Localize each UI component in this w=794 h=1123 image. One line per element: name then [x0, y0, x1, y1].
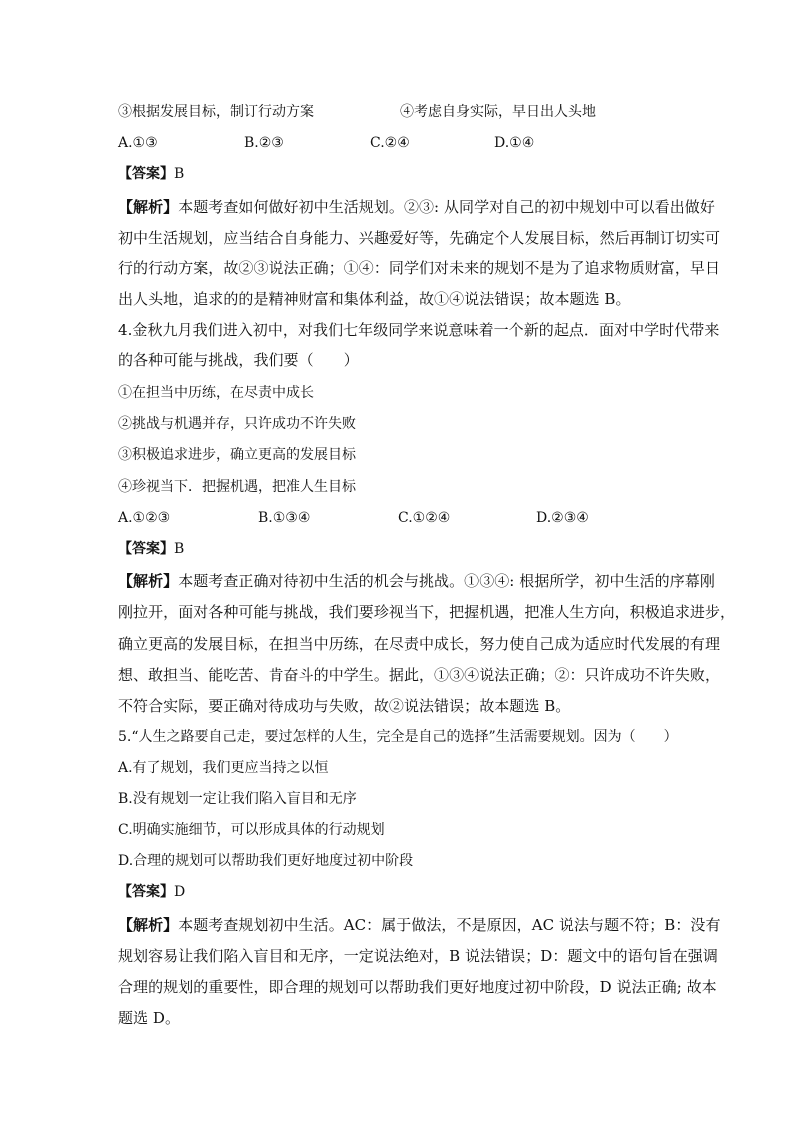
- q5-option-d: D.合理的规划可以帮助我们更好地度过初中阶段: [118, 853, 414, 869]
- q3-analysis-line-2: 初中生活规划，应当结合自身能力、兴趣爱好等，先确定个人发展目标，然后再制订切实可: [118, 229, 721, 247]
- q5-analysis-label: 【解析】: [118, 916, 179, 934]
- q4-analysis-line-5: 不符合实际，要正确对待成功与失败，故②说法错误；故本题选 B。: [118, 697, 571, 715]
- q4-option-b: B.①③④: [258, 510, 311, 526]
- q3-answer-label: 【答案】: [118, 166, 174, 182]
- q5-analysis-text-1: 本题考查规划初中生活。AC：属于做法，不是原因，AC 说法与题不符；B：没有: [178, 916, 721, 934]
- q5-stem: 5.“人生之路要自己走，要过怎样的人生，完全是自己的选择”生活需要规划。因为（ ）: [118, 729, 678, 745]
- q4-option-c: C.①②④: [398, 510, 451, 526]
- q5-analysis-line-2: 规划容易让我们陷入盲目和无序，一定说法绝对，B 说法错误；D：题文中的语句旨在强调: [118, 947, 718, 965]
- q3-option-a: A.①③: [118, 135, 158, 151]
- q4-analysis-line-2: 刚拉开，面对各种可能与挑战，我们要珍视当下，把握机遇，把准人生方向，积极追求进步，: [118, 603, 736, 621]
- q4-item-1: ①在担当中历练，在尽责中成长: [118, 385, 314, 401]
- q5-analysis-line-4: 题选 D。: [118, 1009, 181, 1027]
- q4-option-d: D.②③④: [536, 510, 589, 526]
- q4-answer-label: 【答案】: [118, 541, 174, 557]
- q5-option-c: C.明确实施细节，可以形成具体的行动规划: [118, 822, 385, 838]
- q3-analysis-text-1: 本题考查如何做好初中生活规划。②③: 从同学对自己的初中规划中可以看出做好: [178, 198, 715, 216]
- q4-stem-line-1: 4.金秋九月我们进入初中，对我们七年级同学来说意味着一个新的起点．面对中学时代带来: [118, 321, 720, 339]
- q3-item-3: ③根据发展目标，制订行动方案: [118, 104, 314, 120]
- q4-option-a: A.①②③: [118, 510, 171, 526]
- q3-analysis-line-4: 出人头地，追求的的是精神财富和集体利益，故①④说法错误；故本题选 B。: [118, 290, 631, 308]
- q5-option-b: B.没有规划一定让我们陷入盲目和无序: [118, 791, 357, 807]
- q4-analysis-text-1: 本题考查正确对待初中生活的机会与挑战。①③④: 根据所学，初中生活的序幕刚: [178, 572, 715, 590]
- q5-answer-label: 【答案】: [118, 884, 174, 900]
- q4-analysis-label: 【解析】: [118, 572, 179, 590]
- q3-analysis-line-1: [118, 196, 715, 218]
- q3-option-b: B.②③: [244, 135, 284, 151]
- q4-analysis-line-3: 确立更高的发展目标，在担当中历练，在尽责中成长，努力使自己成为适应时代发展的有理: [118, 635, 721, 653]
- q3-option-c: C.②④: [370, 135, 410, 151]
- q4-analysis-line-4: 想、敢担当、能吃苦、肯奋斗的中学生。据此，①③④说法正确；②：只许成功不许失败，: [118, 666, 721, 684]
- q4-item-3: ③积极追求进步，确立更高的发展目标: [118, 447, 356, 463]
- q3-analysis-line-3: 行的行动方案，故②③说法正确；①④：同学们对未来的规划不是为了追求物质财富，早日: [118, 259, 721, 277]
- q3-answer-value: B: [174, 166, 185, 182]
- q3-item-4: ④考虑自身实际，早日出人头地: [400, 104, 596, 120]
- q4-answer-value: B: [174, 541, 185, 557]
- q3-analysis-label: 【解析】: [118, 198, 179, 216]
- q4-analysis-line-1: [118, 570, 715, 592]
- q4-stem-line-2: 的各种可能与挑战，我们要（ ）: [118, 351, 359, 369]
- q5-analysis-line-1: [118, 914, 721, 936]
- q5-answer-value: D: [174, 884, 186, 900]
- q4-answer: [118, 539, 684, 559]
- q5-answer: [118, 882, 684, 902]
- q4-item-4: ④珍视当下．把握机遇，把准人生目标: [118, 479, 356, 495]
- q3-answer: [118, 164, 684, 184]
- q3-option-d: D.①④: [494, 135, 535, 151]
- q5-analysis-line-3: 合理的规划的重要性，即合理的规划可以帮助我们更好地度过初中阶段，D 说法正确; 故本: [118, 978, 717, 996]
- q5-option-a: A.有了规划，我们更应当持之以恒: [118, 760, 329, 776]
- q4-item-2: ②挑战与机遇并存，只许成功不许失败: [118, 416, 356, 432]
